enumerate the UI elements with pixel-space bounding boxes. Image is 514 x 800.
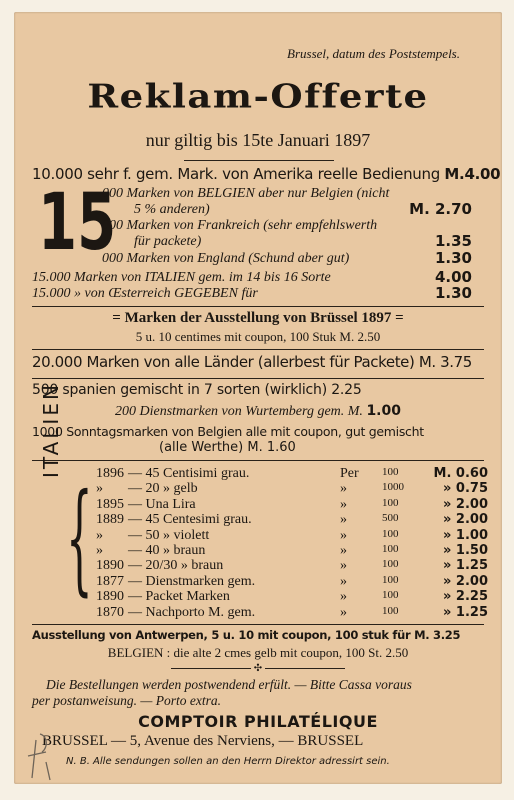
italien-per: »	[340, 604, 347, 620]
offer-oesterreich-price: 1.30	[434, 284, 472, 302]
italien-qty: 100	[382, 542, 399, 555]
italien-desc: — Dienstmarken gem.	[128, 573, 256, 589]
italien-rows	[96, 466, 488, 620]
italien-row	[96, 558, 488, 573]
italien-price: » 0.75	[443, 481, 488, 497]
italien-per: »	[340, 558, 347, 574]
offer-belgien-price: M. 2.70	[409, 200, 472, 218]
italien-row	[96, 574, 488, 589]
italien-per: Per	[340, 466, 359, 481]
italien-price: » 2.00	[443, 512, 488, 528]
ornament	[14, 663, 502, 674]
italien-desc: — 20/30 » braun	[128, 558, 224, 574]
offer-frankreich-line2: für packete)	[134, 234, 202, 249]
italien-year: 1890	[96, 589, 124, 605]
italien-qty: 100	[382, 496, 399, 509]
italien-year: »	[96, 481, 103, 497]
italien-price: M. 0.60	[433, 466, 488, 481]
italien-price: » 1.50	[443, 542, 488, 558]
pencil-mark	[24, 722, 56, 784]
italien-price: » 2.00	[443, 496, 488, 512]
offer-belgien-line1: 000 Marken von BELGIEN aber nur Belgien (nicht	[102, 186, 390, 201]
divider-4	[32, 460, 484, 461]
italien-row	[96, 528, 488, 543]
italien-row	[96, 605, 488, 620]
italien-per: »	[340, 496, 347, 512]
divider-3	[32, 378, 484, 379]
italien-per: »	[340, 573, 347, 589]
italien-per: »	[340, 542, 347, 558]
italien-desc: — 45 Centesimi grau.	[128, 512, 252, 528]
offer-20000	[32, 353, 472, 371]
italien-per: »	[340, 481, 347, 497]
title-rule	[184, 160, 334, 161]
ausstellung-heading: = Marken der Ausstellung von Brüssel 1897 =	[112, 310, 404, 326]
italien-price: » 1.25	[443, 558, 488, 574]
divider-2	[32, 349, 484, 350]
italien-desc: — 20 » gelb	[128, 481, 198, 497]
offer-england-line: 000 Marken von England (Schund aber gut)	[102, 251, 350, 266]
italien-price: » 2.00	[443, 573, 488, 589]
italien-per: »	[340, 589, 347, 605]
italien-price: » 1.25	[443, 604, 488, 620]
italien-table	[96, 466, 488, 620]
italien-desc: — Una Lira	[128, 496, 196, 512]
italien-qty: 100	[382, 604, 399, 617]
ausstellung-line: 5 u. 10 centimes mit coupon, 100 Stuk M. 2.50	[135, 329, 381, 344]
italien-row	[96, 589, 488, 604]
offer-20000-text: 20.000 Marken von alle Länder (allerbest für Packete)	[32, 353, 415, 371]
italien-row	[96, 512, 488, 527]
offer-amerika-text: 10.000 sehr f. gem. Mark. von Amerika reelle Bedienung	[32, 165, 440, 183]
offer-200-price: 1.00	[366, 403, 401, 419]
offer-500: 500 spanien gemischt in 7 sorten (wirklich) 2.25	[32, 382, 362, 398]
belgien-line: BELGIEN : die alte 2 cmes gelb mit coupon, 100 St. 2.50	[107, 645, 409, 660]
italien-year: »	[96, 542, 103, 558]
offer-1000-line1: 1000 Sonntagsmarken von Belgien alle mit coupon, gut gemischt	[32, 424, 424, 439]
brace: {	[66, 469, 93, 608]
divider-1	[32, 306, 484, 307]
italien-year: 1895	[96, 496, 124, 512]
bestellung-line2: per postanweisung. — Porto extra.	[32, 693, 221, 708]
italien-per: »	[340, 527, 347, 543]
italien-desc: — 45 Centisimi grau.	[128, 466, 250, 481]
italien-price: » 1.00	[443, 527, 488, 543]
italien-qty: 100	[382, 466, 399, 478]
bestellung-line1: Die Bestellungen werden postwendend erfült. — Bitte Cassa voraus	[46, 677, 412, 692]
offer-200	[14, 403, 502, 420]
italien-qty: 100	[382, 573, 399, 586]
italien-row	[96, 466, 488, 481]
italien-desc: — Packet Marken	[128, 589, 230, 605]
italien-desc: — Nachporto M. gem.	[128, 604, 256, 620]
offer-frankreich-price: 1.35	[434, 232, 472, 250]
offer-italien-price: 4.00	[434, 268, 472, 286]
italien-row	[96, 497, 488, 512]
italien-price: » 2.25	[443, 589, 488, 605]
italien-desc: — 50 » violett	[128, 527, 210, 543]
offer-italien: 15.000 Marken von ITALIEN gem. im 14 bis 16 Sorte	[32, 270, 331, 285]
offer-england-price: 1.30	[434, 249, 472, 267]
italien-per: »	[340, 512, 347, 528]
italien-desc: — 40 » braun	[128, 542, 206, 558]
offer-20000-price: M. 3.75	[418, 353, 472, 371]
offer-frankreich-line1: 000 Marken von Frankreich (sehr empfehlswerth	[102, 218, 378, 233]
italien-year: 1870	[96, 604, 124, 620]
italien-qty: 100	[382, 558, 399, 571]
subtitle: nur giltig bis 15te Januari 1897	[145, 130, 371, 150]
italien-qty: 100	[382, 527, 399, 540]
italien-qty: 1000	[382, 481, 404, 494]
italien-row	[96, 543, 488, 558]
big-number: 15	[38, 178, 117, 268]
date-note: Brussel, datum des Poststempels.	[287, 46, 460, 61]
postcard	[14, 12, 502, 784]
italien-row	[96, 481, 488, 496]
italien-qty: 100	[382, 589, 399, 602]
offer-oesterreich: 15.000 » von Œsterreich GEGEBEN für	[32, 286, 258, 301]
ornament-glyph: ✣	[253, 663, 263, 674]
comptoir-heading: COMPTOIR PHILATÉLIQUE	[138, 712, 378, 731]
divider-5	[32, 624, 484, 625]
italien-year: 1896	[96, 466, 124, 481]
italien-label: ITALIEN	[39, 382, 63, 478]
antwerpen-line: Ausstellung von Antwerpen, 5 u. 10 mit coupon, 100 stuk für M. 3.25	[32, 628, 461, 642]
offer-amerika-price: M.4.00	[444, 165, 501, 183]
italien-year: 1890	[96, 558, 124, 574]
footnote: N. B. Alle sendungen sollen an den Herrn Direktor adressirt sein.	[66, 756, 390, 767]
page-title: Reklam-Offerte	[87, 76, 429, 116]
italien-year: 1889	[96, 512, 124, 528]
offer-1000-line2: (alle Werthe) M. 1.60	[159, 440, 296, 455]
offer-200-text: 200 Dienstmarken von Wurtemberg gem. M.	[115, 404, 363, 419]
offer-belgien-line2: 5 % anderen)	[134, 202, 210, 217]
italien-qty: 500	[382, 512, 399, 525]
address-line: BRUSSEL — 5, Avenue des Nerviens, — BRUSSEL	[42, 733, 364, 749]
italien-year: 1877	[96, 573, 124, 589]
italien-label-wrap	[39, 370, 63, 484]
italien-year: »	[96, 527, 103, 543]
